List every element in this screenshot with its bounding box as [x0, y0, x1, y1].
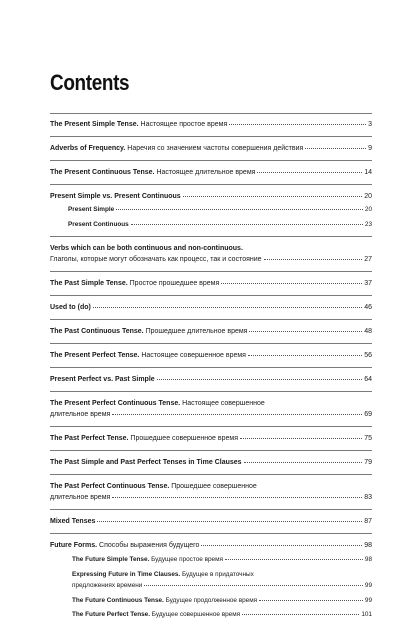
- toc-entry-subtitle: Настоящее простое время: [140, 121, 228, 128]
- toc-entry[interactable]: [50, 184, 372, 202]
- dot-leader: [144, 585, 363, 586]
- toc-entry[interactable]: [50, 391, 372, 420]
- toc-page-number: 98: [364, 556, 372, 563]
- dot-leader: [221, 283, 362, 284]
- toc-entry-subtitle-cont: длительное время: [50, 411, 111, 418]
- toc-entry-title: The Past Perfect Continuous Tense.: [50, 483, 170, 490]
- toc-subentry[interactable]: [50, 219, 372, 231]
- toc-entry-subtitle: Прошедшее длительное время: [145, 328, 248, 335]
- dot-leader: [112, 497, 362, 498]
- toc-entry-subtitle-cont: предложениях времени: [72, 582, 143, 589]
- dot-leader: [112, 414, 362, 415]
- toc-page-number: 79: [364, 459, 372, 466]
- dot-leader: [264, 259, 363, 260]
- toc-entry[interactable]: [50, 295, 372, 313]
- toc-entry-subtitle: Будущее в придаточных: [181, 570, 254, 578]
- toc-entry-title: The Future Simple Tense.: [72, 556, 150, 563]
- toc-subentry[interactable]: [50, 595, 372, 607]
- dot-leader: [97, 521, 362, 522]
- toc-page-number: 37: [364, 280, 372, 287]
- toc-page-number: 101: [361, 611, 372, 618]
- dot-leader: [157, 379, 363, 380]
- toc-entry-title: Adverbs of Frequency.: [50, 145, 126, 152]
- toc-entry[interactable]: [50, 450, 372, 468]
- dot-leader: [240, 438, 362, 439]
- toc-entry[interactable]: [50, 509, 372, 527]
- toc-subentry[interactable]: [50, 609, 372, 621]
- dot-leader: [93, 307, 362, 308]
- toc-entry[interactable]: [50, 271, 372, 289]
- toc-subentry[interactable]: [50, 569, 372, 592]
- toc-page-number: 64: [364, 376, 372, 383]
- toc-page-number: 56: [364, 352, 372, 359]
- toc-entry[interactable]: [50, 319, 372, 337]
- toc-entry-subtitle: Настоящее совершенное время: [141, 352, 246, 359]
- toc-entry-title: Present Simple vs. Present Continuous: [50, 193, 181, 200]
- toc-page-number: 83: [364, 494, 372, 501]
- toc-entry-title: The Present Simple Tense.: [50, 121, 139, 128]
- toc-entry-title: The Present Perfect Continuous Tense.: [50, 400, 181, 407]
- toc-page-number: 69: [364, 411, 372, 418]
- dot-leader: [257, 172, 362, 173]
- toc-entry-title: Used to (do): [50, 304, 91, 311]
- toc-page-number: 20: [364, 206, 372, 213]
- toc-entry-subtitle: Способы выражения будущего: [99, 542, 200, 549]
- toc-entry-title: Future Forms.: [50, 542, 98, 549]
- dot-leader: [225, 559, 363, 560]
- toc-subentry[interactable]: [50, 204, 372, 216]
- dot-leader: [249, 331, 362, 332]
- dot-leader: [229, 124, 366, 125]
- toc-entry[interactable]: [50, 136, 372, 154]
- toc-entry-subtitle: Будущее продолженное время: [165, 596, 258, 604]
- toc-page-number: 20: [364, 193, 372, 200]
- toc-entry-title: Present Perfect vs. Past Simple: [50, 376, 155, 383]
- dot-leader: [131, 224, 363, 225]
- toc-entry-title: Mixed Tenses: [50, 518, 96, 525]
- toc-entry-subtitle: Настоящее длительное время: [156, 169, 256, 176]
- toc-entry-title: The Future Perfect Tense.: [72, 611, 151, 618]
- toc-entry-subtitle: Настоящее совершенное: [182, 400, 265, 407]
- toc-entry-subtitle: Глаголы, которые могут обозначать как процесс, так и состояние: [50, 256, 262, 263]
- toc-page-number: 99: [364, 582, 372, 589]
- page-title: Contents: [50, 70, 130, 95]
- toc-entry-subtitle: Прошедшее совершенное время: [130, 435, 239, 442]
- toc-page-number: 75: [364, 435, 372, 442]
- toc-entry[interactable]: [50, 474, 372, 503]
- toc-page-number: 98: [364, 542, 372, 549]
- toc-entry-subtitle: Будущее простое время: [151, 556, 223, 563]
- toc-entry[interactable]: [50, 236, 372, 265]
- toc-entry-title: The Past Continuous Tense.: [50, 328, 144, 335]
- toc-entry-title: The Past Simple and Past Perfect Tenses in Time Clauses: [50, 459, 242, 466]
- dot-leader: [248, 355, 362, 356]
- toc-page-number: 27: [364, 256, 372, 263]
- toc-entry-subtitle: Наречия со значением частоты совершения действия: [127, 145, 304, 152]
- toc-entry[interactable]: [50, 343, 372, 361]
- toc-entry-title: Verbs which can be both continuous and non-continuous.: [50, 245, 243, 252]
- toc-page-number: 48: [364, 328, 372, 335]
- toc-entry-title: Present Simple: [68, 206, 115, 213]
- toc-entry-subtitle: Будущее совершенное время: [151, 611, 241, 618]
- toc-page-number: 87: [364, 518, 372, 525]
- dot-leader: [259, 600, 363, 601]
- toc-entry-title: The Present Perfect Tense.: [50, 352, 140, 359]
- dot-leader: [242, 614, 359, 615]
- toc-page-number: 3: [368, 121, 372, 128]
- toc-entry[interactable]: [50, 426, 372, 444]
- toc-entry[interactable]: [50, 160, 372, 178]
- toc-page-number: 23: [364, 220, 372, 228]
- dot-leader: [305, 148, 366, 149]
- toc-entry-title: The Past Perfect Tense.: [50, 435, 129, 442]
- toc-entry-title: The Present Continuous Tense.: [50, 169, 155, 176]
- dot-leader: [244, 462, 363, 463]
- dot-leader: [183, 196, 363, 197]
- toc-entry[interactable]: [50, 533, 372, 551]
- toc-page-number: 14: [364, 169, 372, 176]
- toc-entry[interactable]: [50, 113, 372, 130]
- toc-entry-subtitle: Прошедшее совершенное: [171, 483, 257, 490]
- toc-entry-title: The Future Continuous Tense.: [72, 596, 164, 604]
- toc-entry[interactable]: [50, 367, 372, 385]
- toc-entry-title: Expressing Future in Time Clauses.: [72, 570, 181, 578]
- dot-leader: [116, 209, 363, 210]
- toc-entry-subtitle: Простое прошедшее время: [129, 280, 220, 287]
- toc-subentry[interactable]: [50, 554, 372, 566]
- dot-leader: [201, 545, 362, 546]
- toc-page-number: 9: [368, 145, 372, 152]
- toc-page-number: 99: [364, 596, 372, 604]
- toc-entry-title: The Past Simple Tense.: [50, 280, 128, 287]
- toc-page-number: 46: [364, 304, 372, 311]
- table-of-contents: [50, 113, 372, 621]
- toc-entry-title: Present Continuous: [68, 220, 129, 228]
- toc-entry-subtitle-cont: длительное время: [50, 494, 111, 501]
